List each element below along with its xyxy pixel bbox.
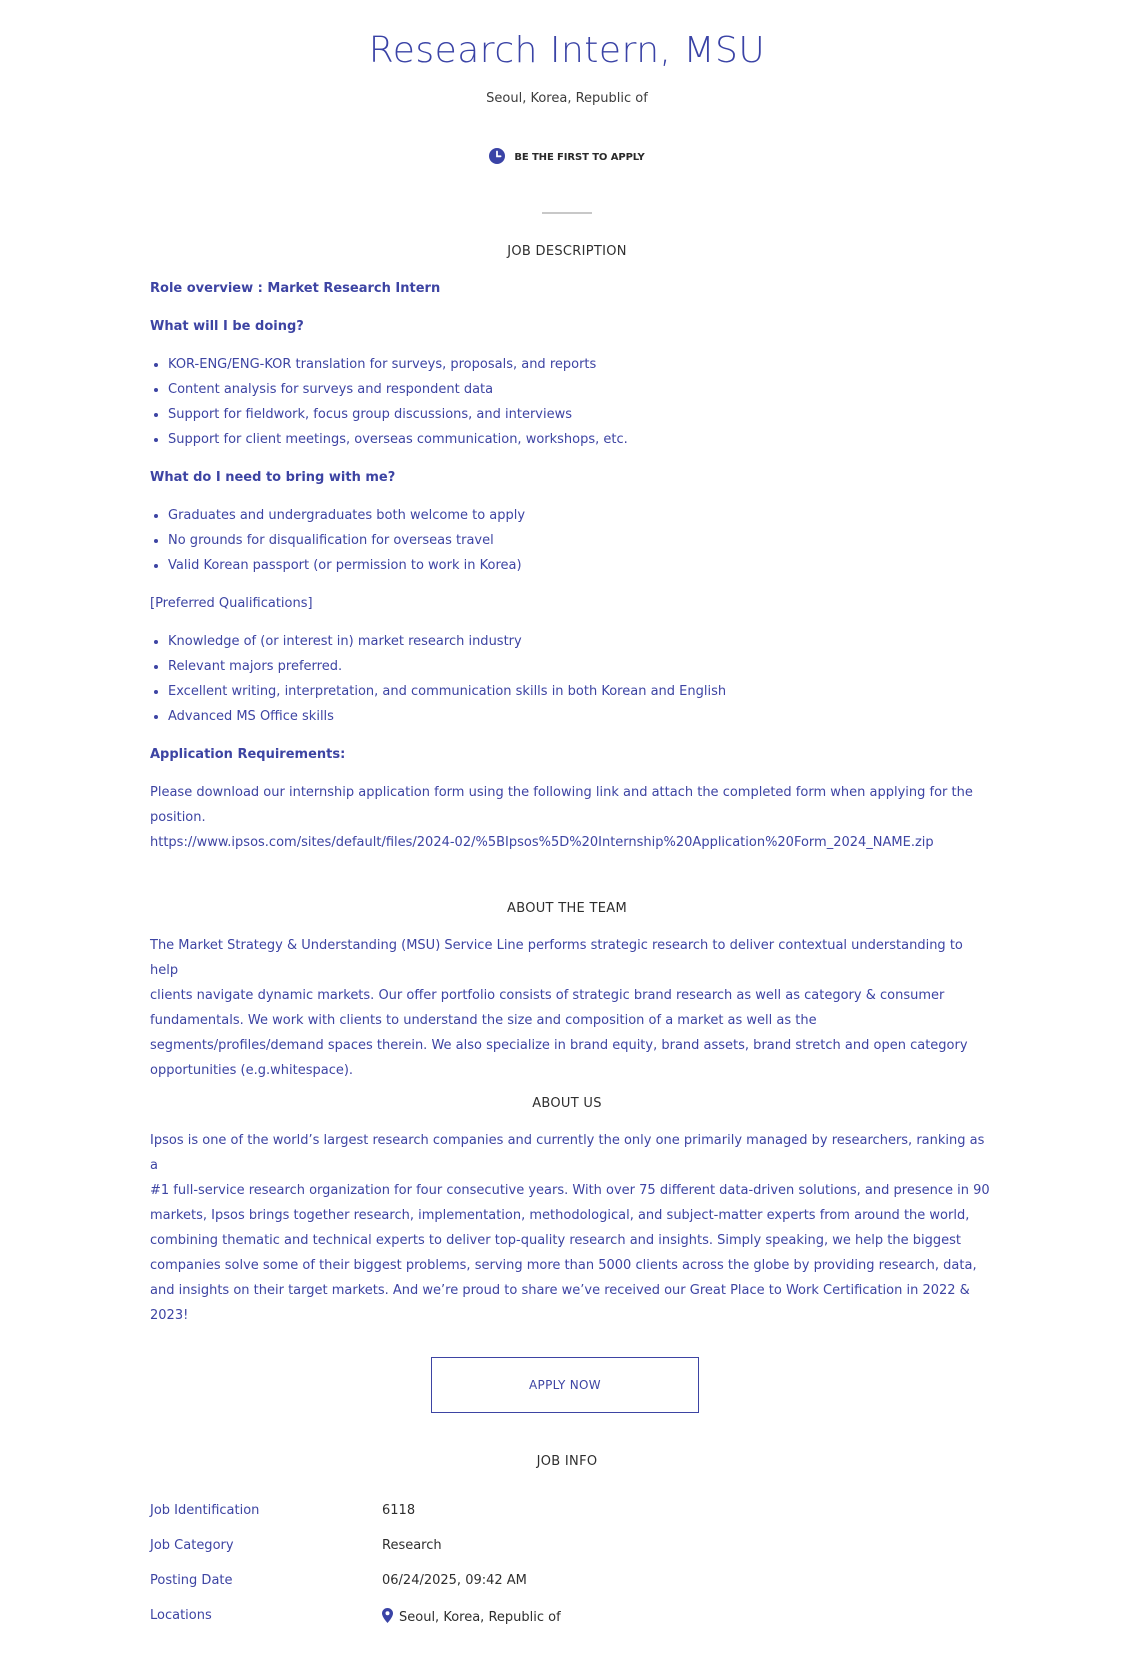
job-info-row [150, 1503, 990, 1527]
doing-heading: What will I be doing? [150, 319, 304, 334]
about-us-line: and insights on their target markets. And we’re proud to share we’ve received our Great Place to Work Certification in 2022 & [150, 1283, 970, 1298]
locations-value [382, 1608, 561, 1627]
application-form-link[interactable]: https://www.ipsos.com/sites/default/files/2024-02/%5BIpsos%5D%20Internship%20Application%20Form_2024_NAME.zip [150, 835, 934, 850]
about-team-line: clients navigate dynamic markets. Our offer portfolio consists of strategic brand research as well as category & consumer [150, 988, 945, 1003]
about-us-line: companies solve some of their biggest problems, serving more than 5000 clients across the globe by providing research, data, [150, 1258, 977, 1273]
role-overview: Role overview : Market Research Intern [150, 281, 441, 296]
about-us-line: 2023! [150, 1308, 189, 1323]
job-info-heading: JOB INFO [536, 1454, 598, 1469]
header-divider [542, 212, 592, 214]
about-team-line: opportunities (e.g.whitespace). [150, 1063, 354, 1078]
about-us-line: Ipsos is one of the world’s largest research companies and currently the only one primarily managed by researchers, ranking as a [150, 1133, 985, 1173]
list-item: No grounds for disqualification for overseas travel [150, 528, 525, 553]
locations-label: Locations [150, 1608, 212, 1623]
application-heading: Application Requirements: [150, 747, 346, 762]
about-us-line: markets, Ipsos brings together research, implementation, methodological, and subject-matter experts from around the world, [150, 1208, 970, 1223]
apply-now-button[interactable]: APPLY NOW [431, 1357, 699, 1413]
list-item: Advanced MS Office skills [150, 704, 726, 729]
about-team-text [150, 933, 990, 1083]
about-team-line: fundamentals. We work with clients to understand the size and composition of a market as well as the [150, 1013, 817, 1028]
preferred-list [150, 629, 726, 729]
job-info-row [150, 1538, 990, 1562]
about-us-heading: ABOUT US [532, 1096, 602, 1111]
job-id-label: Job Identification [150, 1503, 260, 1518]
posting-date-value: 06/24/2025, 09:42 AM [382, 1573, 527, 1588]
location-pin-icon [382, 1608, 393, 1627]
doing-list [150, 352, 628, 452]
job-category-value: Research [382, 1538, 442, 1553]
job-id-value: 6118 [382, 1503, 416, 1518]
application-text-line: Please download our internship application form using the following link and attach the completed form when applying for the [150, 785, 973, 800]
location-value-text: Seoul, Korea, Republic of [399, 1610, 561, 1625]
list-item: Relevant majors preferred. [150, 654, 726, 679]
clock-icon [489, 151, 505, 164]
about-us-text [150, 1128, 990, 1328]
list-item: Support for client meetings, overseas communication, workshops, etc. [150, 427, 628, 452]
job-info-row [150, 1608, 990, 1632]
about-us-line: combining thematic and technical experts to deliver top-quality research and insights. Simply speaking, we help the biggest [150, 1233, 961, 1248]
bring-list [150, 503, 525, 578]
posting-date-label: Posting Date [150, 1573, 233, 1588]
preferred-heading: [Preferred Qualifications] [150, 596, 313, 611]
bring-heading: What do I need to bring with me? [150, 470, 396, 485]
job-location: Seoul, Korea, Republic of [486, 91, 648, 106]
list-item: Content analysis for surveys and respondent data [150, 377, 628, 402]
job-info-row [150, 1573, 990, 1597]
job-description-heading: JOB DESCRIPTION [507, 244, 627, 259]
list-item: Valid Korean passport (or permission to work in Korea) [150, 553, 525, 578]
list-item: KOR-ENG/ENG-KOR translation for surveys, proposals, and reports [150, 352, 628, 377]
about-team-line: The Market Strategy & Understanding (MSU) Service Line performs strategic research to deliver contextual understanding to help [150, 938, 963, 978]
application-text-line: position. [150, 810, 206, 825]
first-to-apply-badge [0, 151, 1134, 164]
list-item: Graduates and undergraduates both welcome to apply [150, 503, 525, 528]
list-item: Support for fieldwork, focus group discussions, and interviews [150, 402, 628, 427]
about-team-heading: ABOUT THE TEAM [507, 901, 627, 916]
about-team-line: segments/profiles/demand spaces therein. We also specialize in brand equity, brand assets, brand stretch and open category [150, 1038, 968, 1053]
about-us-line: #1 full-service research organization for four consecutive years. With over 75 different data-driven solutions, and presence in 90 [150, 1183, 990, 1198]
application-text [150, 780, 990, 855]
list-item: Knowledge of (or interest in) market research industry [150, 629, 726, 654]
badge-label: BE THE FIRST TO APPLY [514, 152, 645, 163]
job-category-label: Job Category [150, 1538, 234, 1553]
list-item: Excellent writing, interpretation, and communication skills in both Korean and English [150, 679, 726, 704]
page-title: Research Intern, MSU [368, 30, 766, 71]
